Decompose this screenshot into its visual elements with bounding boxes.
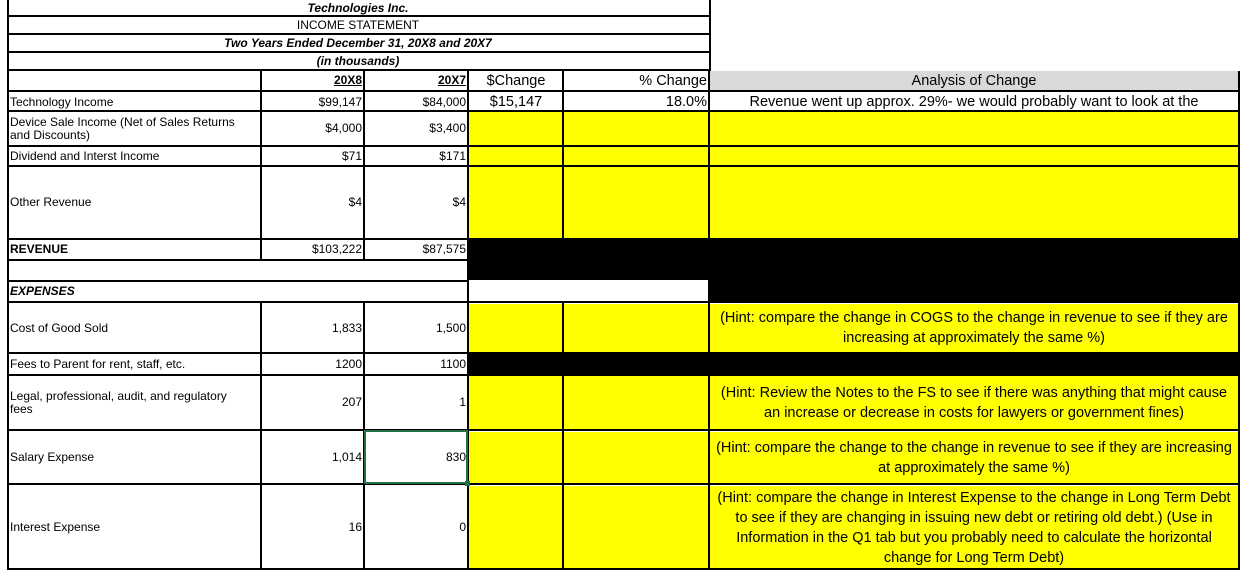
cell-device-20x8[interactable]: $4,000 xyxy=(325,121,362,135)
border xyxy=(1238,71,1240,570)
row-label-technology-income[interactable]: Technology Income xyxy=(10,94,114,109)
cell-legal-percent-change[interactable] xyxy=(564,376,709,429)
statement-title[interactable]: INCOME STATEMENT xyxy=(296,18,420,32)
col-header-dollar-change[interactable]: $Change xyxy=(486,72,546,89)
row-label-device-sale-income[interactable] xyxy=(7,112,261,145)
cell-other-20x7[interactable]: $4 xyxy=(452,195,466,209)
cell-device-20x7[interactable]: $3,400 xyxy=(429,121,466,135)
border xyxy=(260,71,262,259)
border xyxy=(562,301,564,353)
cell-cogs-20x8[interactable]: 1,833 xyxy=(331,320,362,335)
blocked-cell-expenses-analysis[interactable] xyxy=(710,280,1238,301)
cell-tech-percent-change[interactable]: 18.0% xyxy=(665,93,707,110)
border xyxy=(7,352,1240,354)
selection-outline xyxy=(364,430,468,484)
cell-fees-20x7[interactable]: 1100 xyxy=(440,356,466,371)
row-label-revenue[interactable]: REVENUE xyxy=(10,242,69,256)
border xyxy=(7,145,1240,147)
border xyxy=(7,238,1240,240)
cell-tech-20x8[interactable]: $99,147 xyxy=(318,94,362,109)
border xyxy=(7,110,1240,112)
border xyxy=(7,90,1240,92)
company-name[interactable]: Technologies Inc. xyxy=(307,0,409,15)
cell-other-20x8[interactable]: $4 xyxy=(348,195,362,209)
col-header-20x7[interactable]: 20X7 xyxy=(437,73,466,87)
legal-label-line1: Legal, professional, audit, and regulatory xyxy=(10,388,227,403)
col-header-20x8[interactable]: 20X8 xyxy=(333,73,362,87)
border xyxy=(709,0,711,71)
cell-cogs-dollar-change[interactable] xyxy=(469,304,563,352)
border xyxy=(7,259,469,261)
cell-tech-analysis[interactable]: Revenue went up approx. 29%- we would probably want to look at the xyxy=(749,93,1199,110)
device-label-line2: and Discounts) xyxy=(10,127,91,142)
row-label-interest-expense[interactable]: Interest Expense xyxy=(10,520,101,534)
cell-cogs-20x7[interactable]: 1,500 xyxy=(435,320,466,335)
cell-tech-dollar-change[interactable]: $15,147 xyxy=(489,93,543,110)
cell-salary-20x8[interactable]: 1,014 xyxy=(331,450,362,464)
border xyxy=(708,71,710,570)
cell-legal-20x8[interactable]: 207 xyxy=(341,395,362,409)
cell-cogs-analysis[interactable]: (Hint: compare the change in COGS to the change in revenue to see if they are increasing at approximately the same %) xyxy=(710,304,1238,352)
cell-device-percent-change[interactable] xyxy=(564,112,709,145)
border xyxy=(7,165,1240,167)
cell-interest-dollar-change[interactable] xyxy=(469,486,563,569)
cell-dividend-percent-change[interactable] xyxy=(564,147,709,165)
cell-revenue-20x8[interactable]: $103,222 xyxy=(311,242,362,256)
cell-interest-20x8[interactable]: 16 xyxy=(348,520,362,534)
cell-cogs-percent-change[interactable] xyxy=(564,304,709,352)
row-label-salary-expense[interactable]: Salary Expense xyxy=(10,450,95,464)
device-label-line1: Device Sale Income (Net of Sales Returns xyxy=(10,114,235,129)
border xyxy=(363,71,365,259)
cell-interest-percent-change[interactable] xyxy=(564,486,709,569)
border xyxy=(260,301,262,570)
cell-legal-analysis[interactable]: (Hint: Review the Notes to the FS to see if there was anything that might cause an increase or decrease in costs for lawyers or government fines) xyxy=(710,376,1238,429)
border xyxy=(467,71,469,570)
col-header-analysis[interactable]: Analysis of Change xyxy=(710,71,1238,90)
cell-salary-dollar-change[interactable] xyxy=(469,432,563,483)
cell-interest-20x7[interactable]: 0 xyxy=(459,520,466,534)
border xyxy=(7,301,1240,303)
border xyxy=(7,15,711,17)
cell-device-analysis[interactable] xyxy=(710,112,1238,145)
cell-interest-analysis[interactable]: (Hint: compare the change in Interest Expense to the change in Long Term Debt to see if they are changing in issuing new debt or retiring old debt.) (Use in Information in the Q1 tab but you probably need to calculate the horizontal change for Long Term Debt) xyxy=(710,486,1238,569)
border xyxy=(7,33,711,35)
cell-revenue-20x7[interactable]: $87,575 xyxy=(422,242,466,256)
fill-handle[interactable] xyxy=(465,481,470,486)
legal-label-line2: fees xyxy=(10,401,33,416)
cell-device-dollar-change[interactable] xyxy=(469,112,563,145)
border xyxy=(7,568,1240,570)
border xyxy=(7,374,1240,376)
border xyxy=(562,71,564,240)
section-label-expenses[interactable]: EXPENSES xyxy=(10,284,75,298)
statement-period[interactable]: Two Years Ended December 31, 20X8 and 20X7 xyxy=(224,36,492,50)
col-header-percent-change[interactable]: % Change xyxy=(639,72,707,89)
cell-dividend-20x8[interactable]: $71 xyxy=(341,148,362,163)
blocked-cells-fees[interactable] xyxy=(469,353,1238,374)
cell-tech-20x7[interactable]: $84,000 xyxy=(422,94,466,109)
row-label-legal-fees[interactable] xyxy=(7,376,261,429)
cell-dividend-20x7[interactable]: $171 xyxy=(439,148,466,163)
cell-fees-20x8[interactable]: 1200 xyxy=(335,356,362,371)
cell-legal-20x7[interactable]: 1 xyxy=(459,395,466,409)
statement-units[interactable]: (in thousands) xyxy=(316,53,400,68)
row-label-dividend-income[interactable]: Dividend and Interst Income xyxy=(10,148,160,163)
border xyxy=(7,280,469,282)
cell-salary-20x7-selected[interactable]: 830 xyxy=(445,450,466,464)
cell-dividend-dollar-change[interactable] xyxy=(469,147,563,165)
border xyxy=(7,429,1240,431)
row-label-other-revenue[interactable]: Other Revenue xyxy=(10,195,92,209)
cell-other-percent-change[interactable] xyxy=(564,167,709,238)
cell-legal-dollar-change[interactable] xyxy=(469,376,563,429)
blocked-cells-revenue[interactable] xyxy=(469,240,1238,280)
cell-dividend-analysis[interactable] xyxy=(710,147,1238,165)
border xyxy=(7,483,1240,485)
border xyxy=(7,69,711,71)
row-label-cost-of-goods-sold[interactable]: Cost of Good Sold xyxy=(10,320,109,335)
cell-salary-percent-change[interactable] xyxy=(564,432,709,483)
cell-other-analysis[interactable] xyxy=(710,167,1238,238)
border xyxy=(562,374,564,570)
cell-salary-analysis[interactable]: (Hint: compare the change to the change in revenue to see if they are increasing at approximately the same %) xyxy=(710,432,1238,483)
border xyxy=(7,51,711,53)
cell-other-dollar-change[interactable] xyxy=(469,167,563,238)
row-label-fees-to-parent[interactable]: Fees to Parent for rent, staff, etc. xyxy=(10,356,186,371)
